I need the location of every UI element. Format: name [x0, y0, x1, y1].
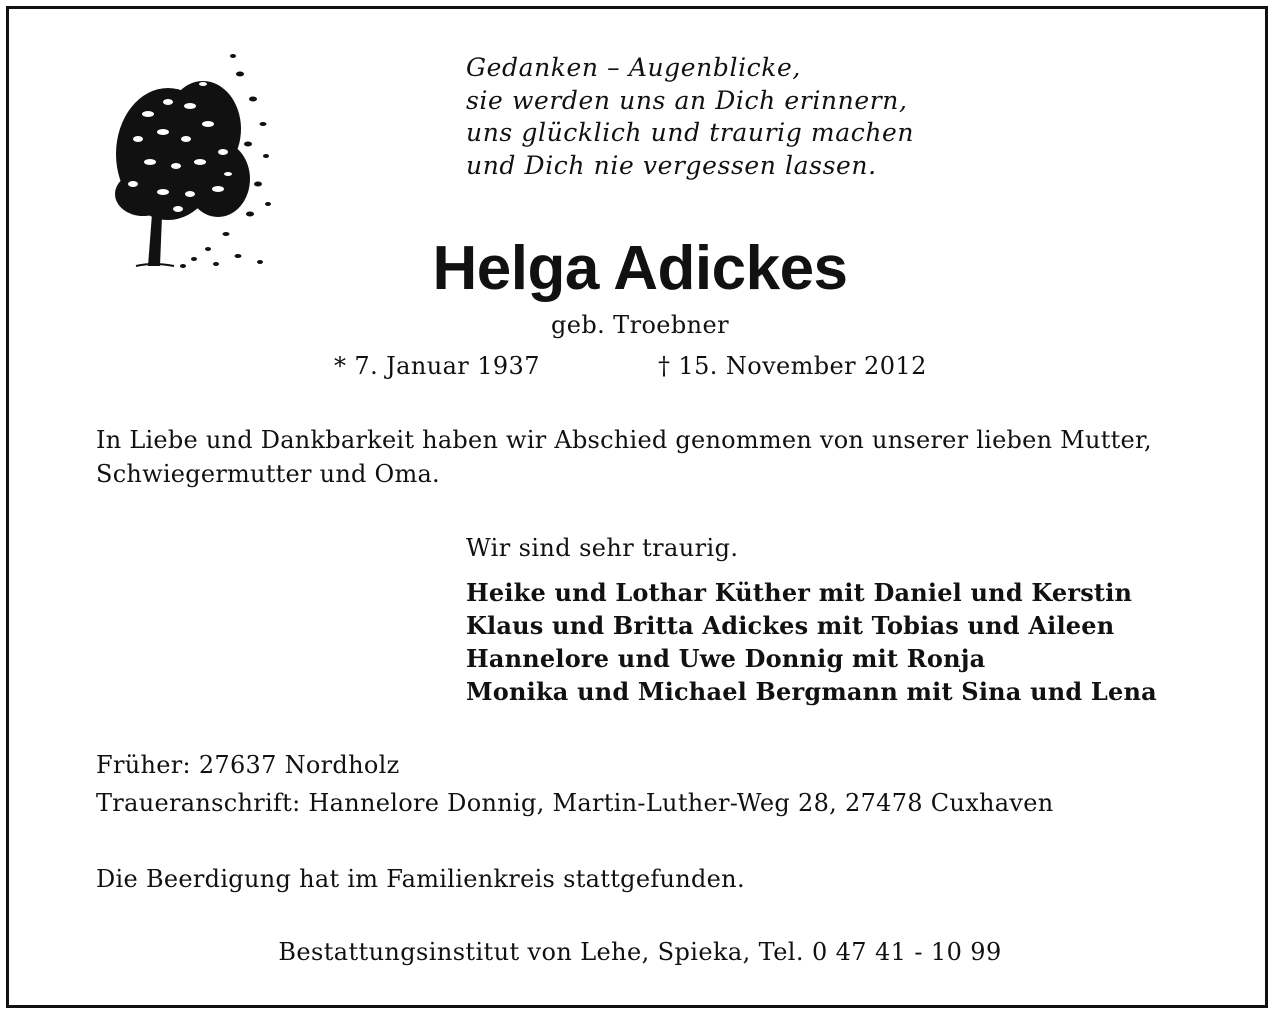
birth-date: * 7. Januar 1937	[334, 352, 540, 380]
poem-line: sie werden uns an Dich erinnern,	[466, 85, 908, 115]
deceased-name: Helga Adickes	[432, 234, 848, 303]
family-member: Klaus und Britta Adickes mit Tobias und Aileen	[466, 611, 1115, 640]
family-member: Heike und Lothar Küther mit Daniel und Kerstin	[466, 578, 1133, 607]
mourning-address: Traueranschrift: Hannelore Donnig, Martin-Luther-Weg 28, 27478 Cuxhaven	[96, 789, 1054, 817]
poem-line: und Dich nie vergessen lassen.	[466, 150, 877, 180]
death-date: † 15. November 2012	[658, 352, 927, 380]
family-list	[466, 576, 1157, 708]
poem-line: uns glücklich und traurig machen	[466, 118, 915, 147]
funeral-note: Die Beerdigung hat im Familienkreis stattgefunden.	[96, 865, 745, 893]
mourning-line: Wir sind sehr traurig.	[466, 534, 739, 562]
maiden-name: geb. Troebner	[550, 311, 730, 339]
poem	[466, 52, 914, 182]
intro-text: In Liebe und Dankbarkeit haben wir Abschied genommen von unserer lieben Mutter, Schwiegermutter und Oma.	[96, 426, 1152, 488]
undertaker-contact: Bestattungsinstitut von Lehe, Spieka, Tel. 0 47 41 - 10 99	[278, 938, 1002, 966]
poem-line: Gedanken – Augenblicke,	[466, 53, 801, 82]
family-member: Monika und Michael Bergmann mit Sina und Lena	[466, 677, 1157, 706]
family-member: Hannelore und Uwe Donnig mit Ronja	[466, 644, 986, 673]
former-address: Früher: 27637 Nordholz	[96, 751, 400, 779]
